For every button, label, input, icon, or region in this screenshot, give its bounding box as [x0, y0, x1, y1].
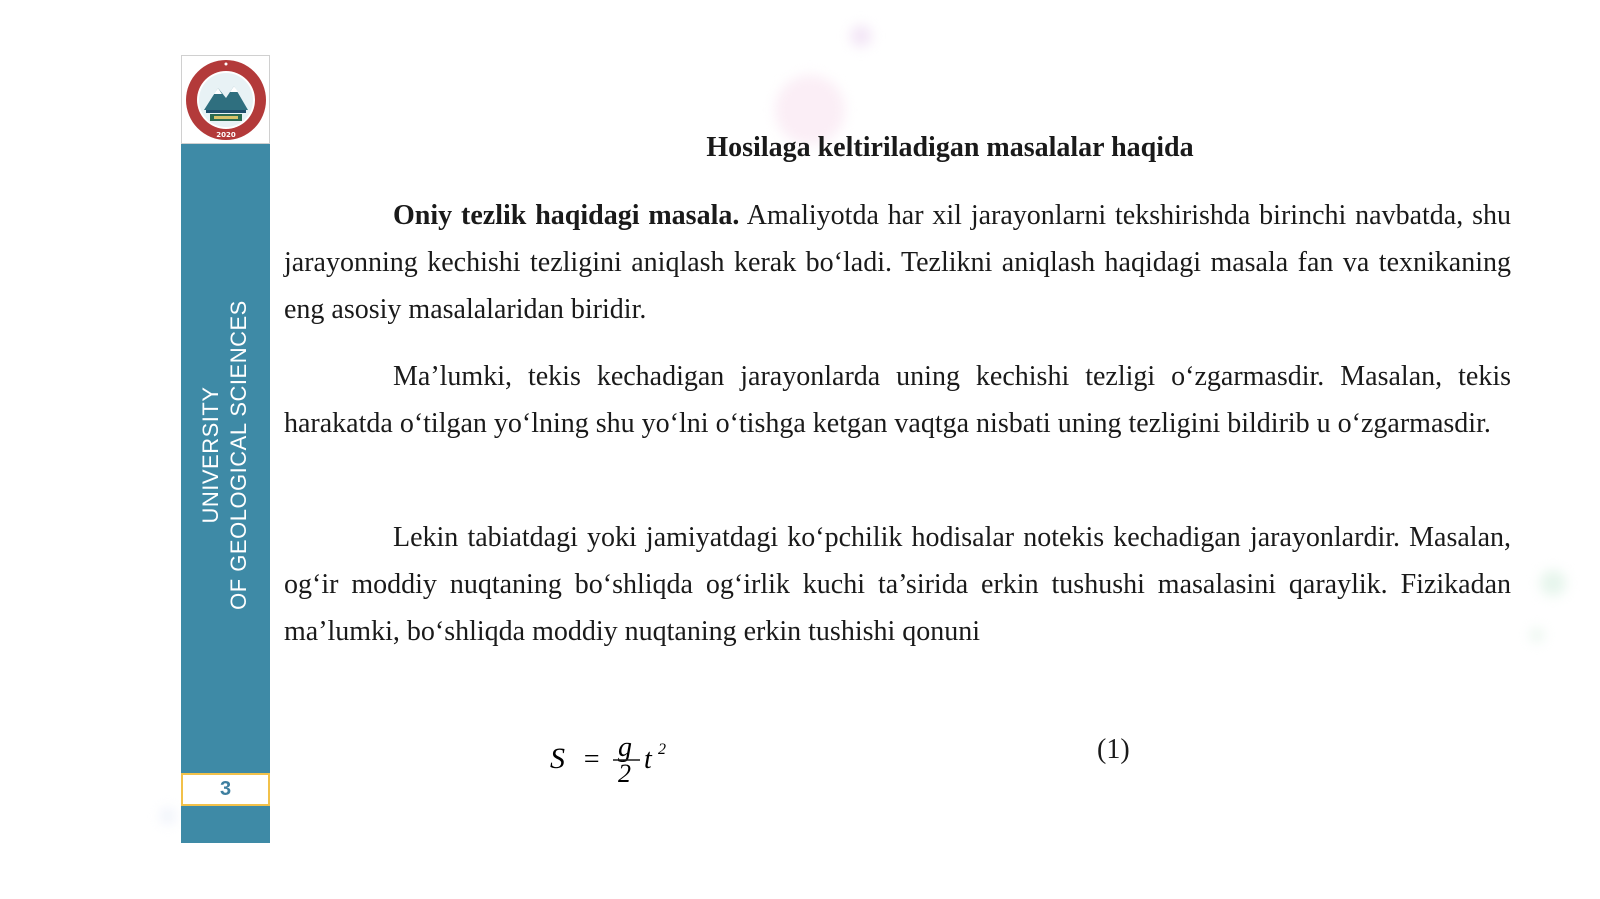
decor-blob: [160, 808, 176, 824]
paragraph-2: Ma’lumki, tekis kechadigan jarayonlarda uning kechishi tezligi o‘zgarmasdir. Masalan, tekis harakatda o‘tilgan yo‘lning shu yo‘lni o‘tishga ketgan vaqtga nisbati uning tezligini bildirib u o‘zgarmasdir.: [284, 361, 1511, 439]
decor-blob: [1540, 570, 1566, 596]
university-vertical-label: [197, 300, 253, 610]
page-number: 3: [181, 773, 270, 806]
university-seal-icon: [184, 58, 268, 142]
paragraph-1-body: Amaliyotda har xil jarayonlarni tekshirishda birinchi navbatda, shu jarayonning kechishi tezligini aniqlash kerak bo‘ladi. Tezlikni aniqlash haqidagi masala fan va texnikaning eng asosiy masalalaridan biridir.: [284, 200, 1511, 325]
formula-equals: =: [582, 744, 601, 775]
paragraph-1-lead: Oniy tezlik haqidagi masala.: [393, 200, 740, 231]
slide-title: Hosilaga keltiriladigan masalalar haqida: [706, 132, 1194, 163]
paragraph-3: Lekin tabiatdagi yoki jamiyatdagi ko‘pchilik hodisalar notekis kechadigan jarayonlardir. Masalan, og‘ir moddiy nuqtaning bo‘shliqda og‘irlik kuchi ta’sirida erkin tushushi masalasini qaraylik. Fizikadan ma’lumki, bo‘shliqda moddiy nuqtaning erkin tushishi qonuni: [284, 522, 1511, 647]
equation-number: (1): [1097, 734, 1130, 765]
decor-blob: [850, 25, 872, 47]
formula-numerator: g: [618, 734, 632, 763]
formula-denominator: 2: [618, 759, 631, 784]
vertical-line-1: UNIVERSITY: [198, 386, 223, 524]
free-fall-formula: [548, 734, 688, 790]
formula-graphic: [548, 734, 688, 784]
university-logo: [181, 55, 270, 144]
decor-blob: [1530, 628, 1544, 642]
svg-text:2020: 2020: [215, 130, 236, 139]
formula-lhs: S: [550, 742, 565, 775]
formula-exponent: 2: [658, 741, 666, 758]
paragraph-1: [284, 192, 1511, 333]
formula-variable: t: [644, 744, 652, 775]
vertical-line-2: OF GEOLOGICAL SCIENCES: [226, 300, 251, 610]
